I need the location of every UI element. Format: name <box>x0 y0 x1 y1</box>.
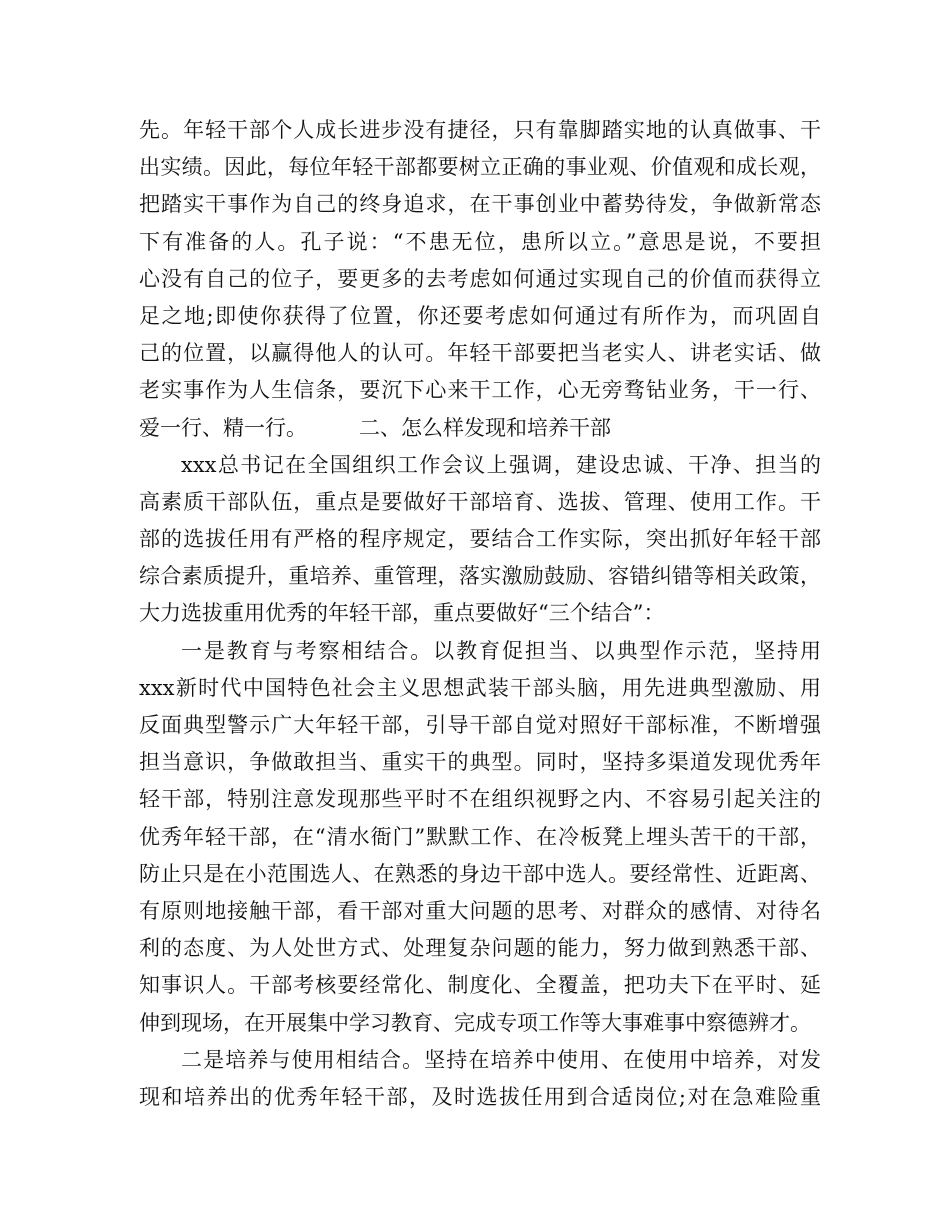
text-line: 有原则地接触干部，看干部对重大问题的思考、对群众的感情、对待名 <box>139 898 821 923</box>
text-line: xxx新时代中国特色社会主义思想武装干部头脑，用先进典型激励、用 <box>139 675 821 700</box>
text-line: 轻干部，特别注意发现那些平时不在组织视野之内、不容易引起关注的 <box>139 787 821 812</box>
text-line-with-heading <box>139 410 821 447</box>
text-line: 下有准备的人。孔子说：“不患无位，患所以立。”意思是说，不要担 <box>139 229 821 254</box>
text-line: 出实绩。因此，每位年轻干部都要树立正确的事业观、价值观和成长观， <box>139 155 821 180</box>
text-line: 爱一行、精一行。 <box>139 415 307 440</box>
text-line: 担当意识，争做敢担当、重实干的典型。同时，坚持多渠道发现优秀年 <box>139 750 821 775</box>
text-line: 利的态度、为人处世方式、处理复杂问题的能力，努力做到熟悉干部、 <box>139 936 821 961</box>
text-line: 部的选拔任用有严格的程序规定，要结合工作实际，突出抓好年轻干部 <box>139 527 821 552</box>
text-line: 足之地;即使你获得了位置，你还要考虑如何通过有所作为，而巩固自 <box>139 303 821 328</box>
section-heading: 二、怎么样发现和培养干部 <box>359 415 611 440</box>
paragraph-1 <box>139 112 821 447</box>
text-line: 己的位置，以赢得他人的认可。年轻干部要把当老实人、讲老实话、做 <box>139 341 821 366</box>
paragraph-2 <box>139 447 821 633</box>
document-body <box>139 112 821 1116</box>
text-line: 防止只是在小范围选人、在熟悉的身边干部中选人。要经常性、近距离、 <box>139 861 821 886</box>
text-line: 伸到现场，在开展集中学习教育、完成专项工作等大事难事中察德辨才。 <box>139 1010 811 1035</box>
text-line: 老实事作为人生信条，要沉下心来干工作，心无旁骛钻业务，干一行、 <box>139 378 821 403</box>
text-line: 优秀年轻干部，在“清水衙门”默默工作、在冷板凳上埋头苦干的干部， <box>139 824 821 849</box>
text-line: 先。年轻干部个人成长进步没有捷径，只有靠脚踏实地的认真做事、干 <box>139 118 821 142</box>
text-line: 一是教育与考察相结合。以教育促担当、以典型作示范，坚持用 <box>181 638 821 663</box>
text-line: 反面典型警示广大年轻干部，引导干部自觉对照好干部标准，不断增强 <box>139 713 821 737</box>
text-line: xxx总书记在全国组织工作会议上强调，建设忠诚、干净、担当的 <box>181 452 821 477</box>
text-line: 大力选拔重用优秀的年轻干部，重点要做好“三个结合”： <box>139 601 665 626</box>
text-line: 综合素质提升，重培养、重管理，落实激励鼓励、容错纠错等相关政策， <box>139 564 821 589</box>
paragraph-3 <box>139 633 821 1042</box>
text-line: 二是培养与使用相结合。坚持在培养中使用、在使用中培养，对发 <box>181 1047 821 1072</box>
text-line: 知事识人。干部考核要经常化、制度化、全覆盖，把功夫下在平时、延 <box>139 973 821 998</box>
text-line: 现和培养出的优秀年轻干部，及时选拔任用到合适岗位;对在急难险重 <box>139 1084 821 1109</box>
paragraph-4 <box>139 1042 821 1116</box>
text-line: 高素质干部队伍，重点是要做好干部培育、选拔、管理、使用工作。干 <box>139 489 821 514</box>
text-line: 把踏实干事作为自己的终身追求，在干事创业中蓄势待发，争做新常态 <box>139 192 821 217</box>
text-line: 心没有自己的位子，要更多的去考虑如何通过实现自己的价值而获得立 <box>139 266 821 291</box>
